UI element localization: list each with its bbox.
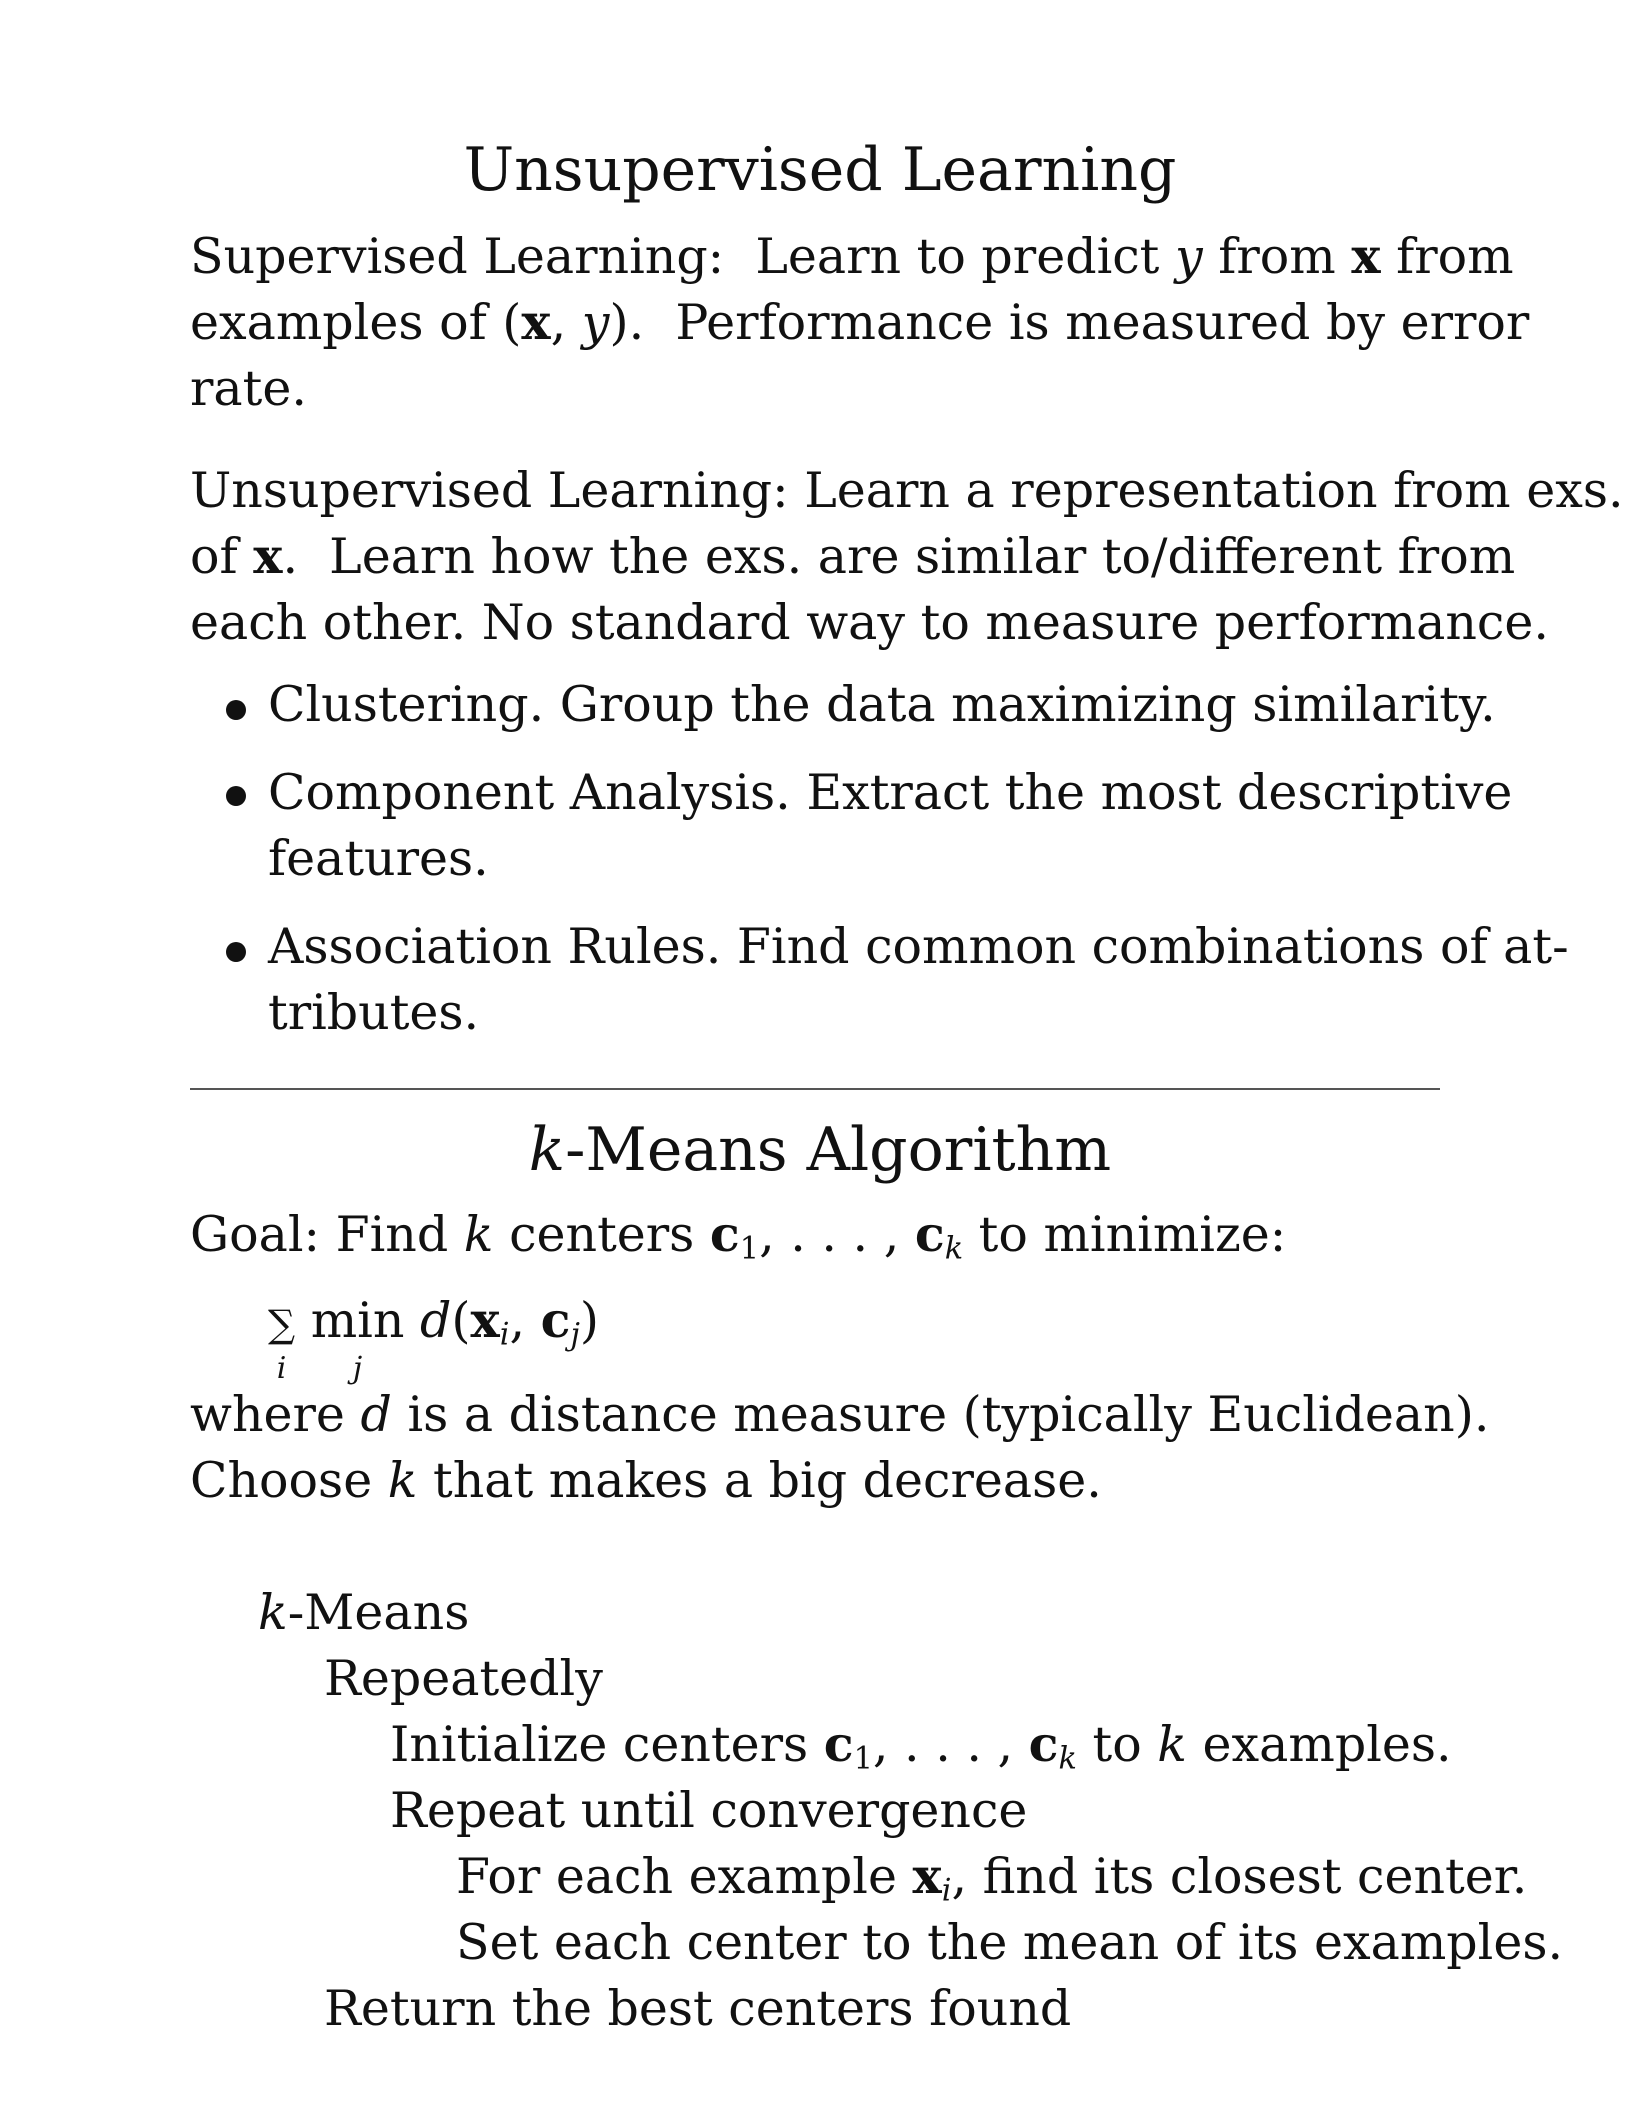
bullet-dot-3: [226, 942, 246, 962]
supervised-line-1: Supervised Learning: Learn to predict y from x from: [190, 227, 1514, 285]
algorithm-name: k-Means: [258, 1584, 470, 1641]
unsupervised-line-3: each other. No standard way to measure performance.: [190, 594, 1549, 651]
where-line: where d is a distance measure (typically Euclidean).: [190, 1386, 1490, 1443]
bullet-component-analysis-line-1: Component Analysis. Extract the most descriptive: [268, 764, 1513, 821]
objective-formula: ∑ i min j $d(x_i$, $c_j$): [268, 1291, 599, 1386]
section-title-unsupervised: Unsupervised Learning: [463, 135, 1177, 205]
sum-operator: ∑ i: [268, 1302, 296, 1386]
bullet-association-rules-line-1: Association Rules. Find common combinations of at-: [268, 918, 1569, 975]
supervised-line-2: examples of (x, y). Performance is measured by error: [190, 293, 1530, 351]
algorithm-repeat-until: Repeat until convergence: [390, 1782, 1028, 1839]
goal-line: Goal: Find k centers $c_1$, . . . , $c_k$ to minimize:: [190, 1205, 1287, 1267]
choose-line: Choose k that makes a big decrease.: [190, 1452, 1102, 1509]
algorithm-repeatedly: Repeatedly: [324, 1650, 603, 1707]
algorithm-update-step: Set each center to the mean of its examples.: [456, 1914, 1564, 1971]
algorithm-assign-step: For each example $x_i$, find its closest center.: [456, 1847, 1528, 1909]
unsupervised-line-2: of x. Learn how the exs. are similar to/different from: [190, 527, 1516, 585]
section-title-kmeans: k-Means Algorithm: [528, 1115, 1112, 1185]
unsupervised-line-1: Unsupervised Learning: Learn a representation from exs.: [190, 462, 1624, 519]
algorithm-return: Return the best centers found: [324, 1980, 1072, 2037]
min-operator: min j: [310, 1292, 405, 1386]
section-divider: [190, 1088, 1440, 1090]
bullet-clustering: Clustering. Group the data maximizing similarity.: [268, 676, 1496, 733]
bullet-association-rules-line-2: tributes.: [268, 984, 480, 1041]
supervised-line-3: rate.: [190, 360, 307, 417]
bullet-dot-2: [226, 786, 246, 806]
algorithm-initialize: Initialize centers $c_1$, . . . , $c_k$ to k examples.: [390, 1715, 1452, 1777]
bullet-dot-1: [226, 700, 246, 720]
bullet-component-analysis-line-2: features.: [268, 830, 489, 887]
